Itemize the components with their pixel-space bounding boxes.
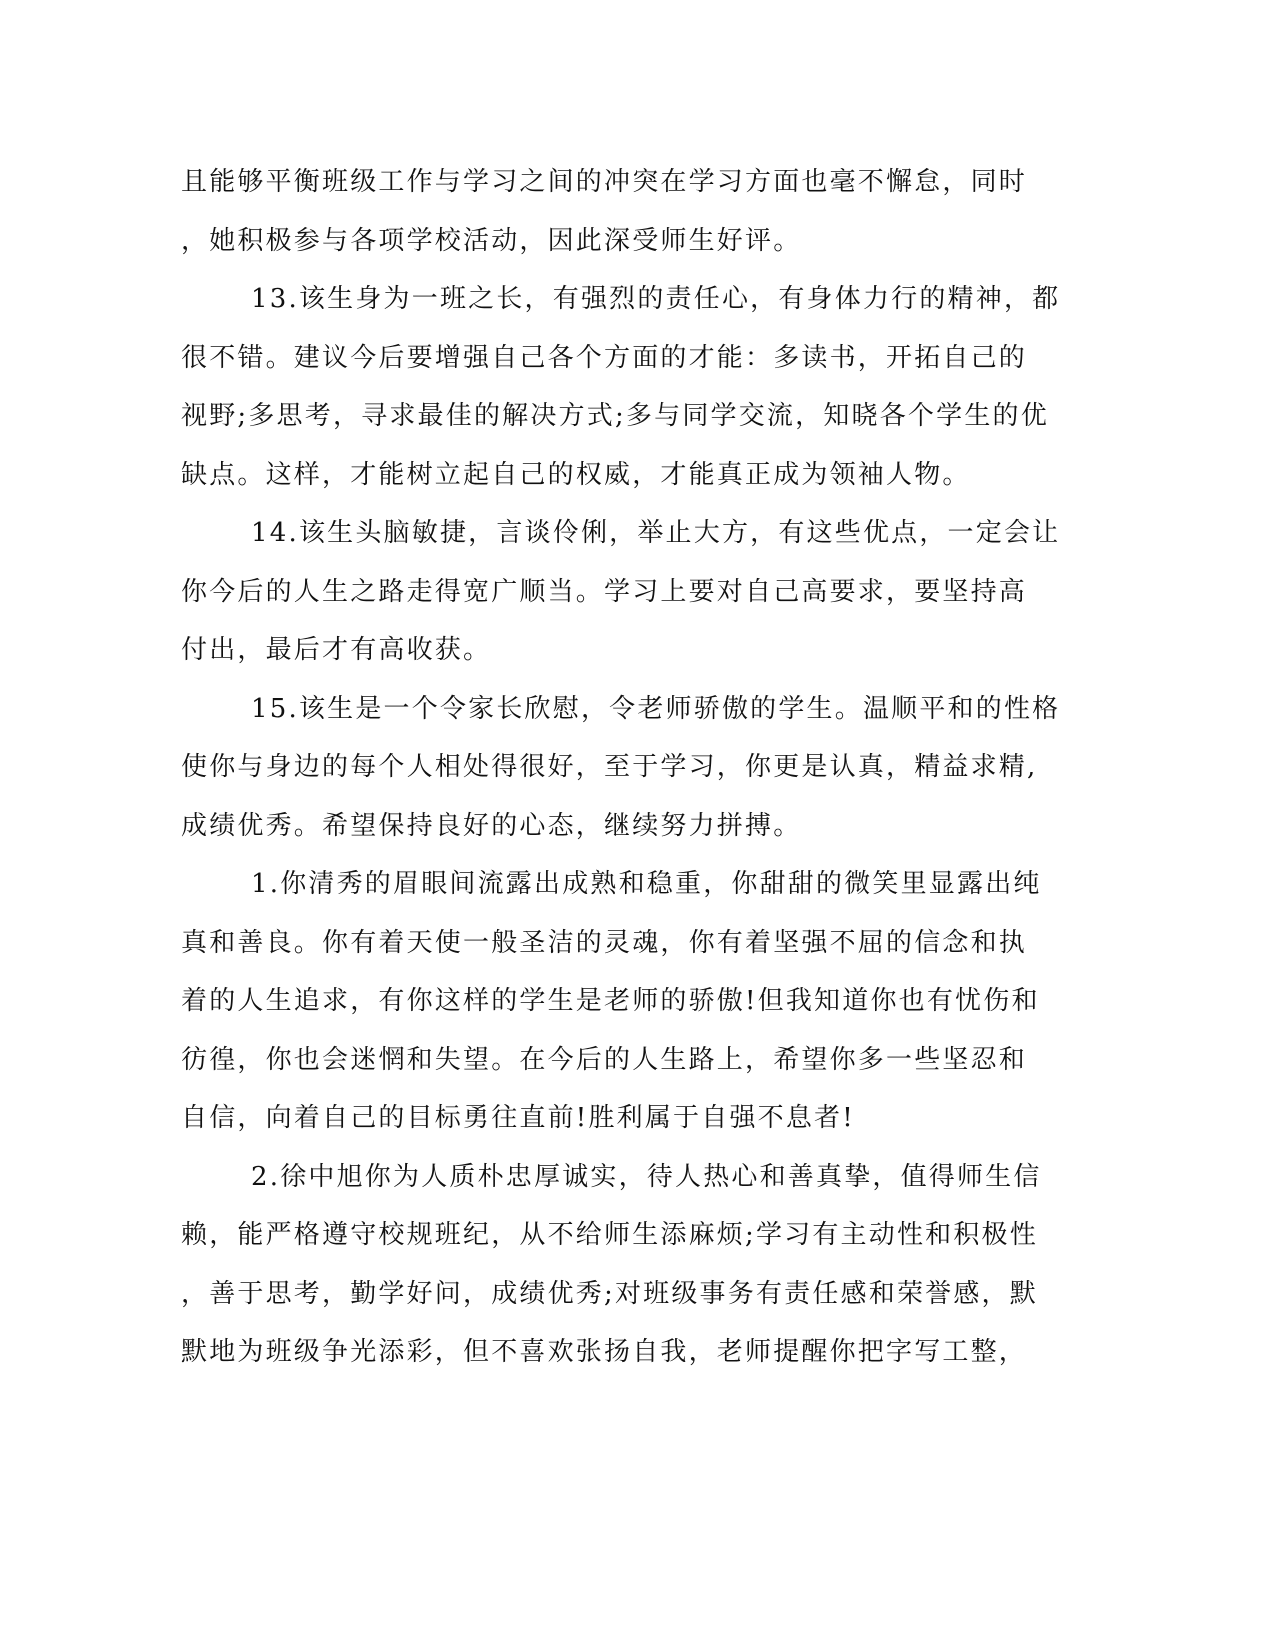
text-line: 很不错。建议今后要增强自己各个方面的才能：多读书，开拓自己的: [181, 342, 1028, 373]
text-line: 且能够平衡班级工作与学习之间的冲突在学习方面也毫不懈怠，同时: [181, 167, 1028, 197]
text-line: ，善于思考，勤学好问，成绩优秀;对班级事务有责任感和荣誉感，默: [181, 1278, 1038, 1309]
text-line: 成绩优秀。希望保持良好的心态，继续努力拼搏。: [181, 810, 802, 841]
text-line: 彷徨，你也会迷惘和失望。在今后的人生路上，希望你多一些坚忍和: [181, 1044, 1028, 1075]
text-line: 真和善良。你有着天使一般圣洁的灵魂，你有着坚强不屈的信念和执: [181, 927, 1028, 958]
text-line: 默地为班级争光添彩，但不喜欢张扬自我，老师提醒你把字写工整，: [181, 1337, 1028, 1367]
paragraph-start-line: 2.徐中旭你为人质朴忠厚诚实，待人热心和善真挚，值得师生信: [251, 1161, 1042, 1192]
text-line: ，她积极参与各项学校活动，因此深受师生好评。: [181, 225, 802, 256]
text-line: 自信，向着自己的目标勇往直前!胜利属于自强不息者!: [181, 1103, 855, 1133]
paragraph-start-line: 15.该生是一个令家长欣慰，令老师骄傲的学生。温顺平和的性格: [251, 693, 1061, 724]
text-line: 赖，能严格遵守校规班纪，从不给师生添麻烦;学习有主动性和积极性: [181, 1220, 1038, 1250]
paragraph-start-line: 1.你清秀的眉眼间流露出成熟和稳重，你甜甜的微笑里显露出纯: [251, 869, 1042, 899]
text-line: 视野;多思考，寻求最佳的解决方式;多与同学交流，知晓各个学生的优: [181, 401, 1049, 431]
paragraph-start-line: 13.该生身为一班之长，有强烈的责任心，有身体力行的精神，都: [251, 284, 1061, 314]
paragraph-start-line: 14.该生头脑敏捷，言谈伶俐，举止大方，有这些优点，一定会让: [251, 518, 1061, 548]
text-line: 付出，最后才有高收获。: [181, 635, 492, 665]
document-body: [181, 160, 1061, 1389]
text-line: 着的人生追求，有你这样的学生是老师的骄傲!但我知道你也有忧伤和: [181, 986, 1040, 1016]
text-line: 缺点。这样，才能树立起自己的权威，才能真正成为领袖人物。: [181, 459, 971, 490]
text-line: 你今后的人生之路走得宽广顺当。学习上要对自己高要求，要坚持高: [181, 576, 1028, 607]
text-line: 使你与身边的每个人相处得很好，至于学习，你更是认真，精益求精,: [181, 752, 1038, 782]
